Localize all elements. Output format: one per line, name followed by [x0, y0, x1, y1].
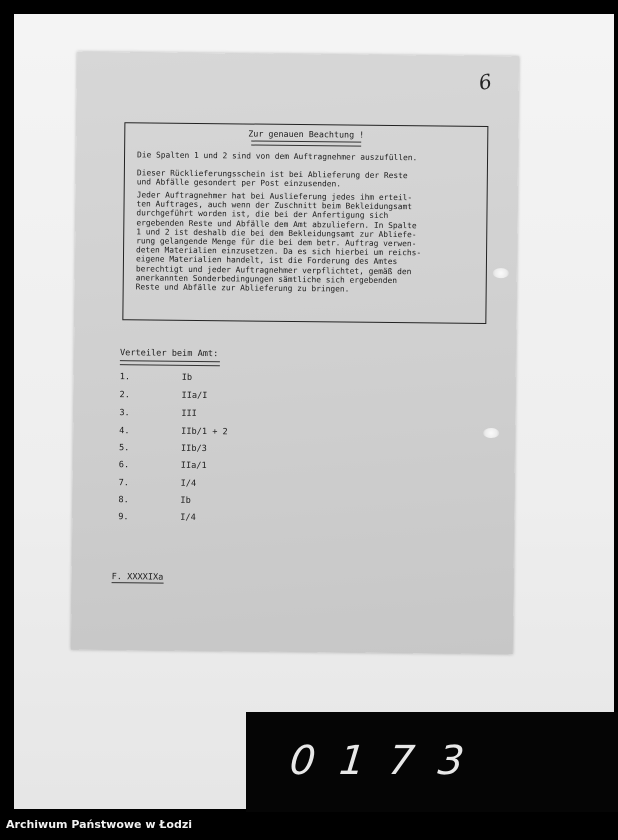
- paper-damage-spot: [483, 428, 499, 438]
- notice-paragraph-return-slip: Dieser Rücklieferungsschein ist bei Ablieferung der Reste und Abfälle gesondert per Post einzusenden.: [136, 168, 408, 189]
- distribution-title-underline: [120, 360, 220, 366]
- distribution-title: Verteiler beim Amt:: [119, 348, 219, 360]
- row-number: 6.: [118, 460, 130, 471]
- row-department: III: [181, 408, 197, 419]
- distribution-row: [119, 478, 319, 494]
- distribution-row: [119, 390, 319, 406]
- row-department: I/4: [180, 478, 197, 489]
- distribution-row: [118, 512, 318, 528]
- distribution-row: [119, 443, 319, 459]
- paper-damage-spot: [493, 268, 509, 278]
- row-number: 8.: [118, 495, 129, 506]
- row-department: Ib: [181, 372, 193, 383]
- distribution-row: [119, 426, 319, 442]
- handwritten-page-number: 6: [476, 68, 494, 95]
- row-department: Ib: [180, 495, 191, 506]
- row-number: 2.: [119, 390, 130, 401]
- document-page: [71, 52, 519, 655]
- row-number: 9.: [118, 512, 129, 523]
- distribution-row: [119, 408, 319, 424]
- notice-title: Zur genauen Beachtung !: [248, 128, 365, 140]
- notice-paragraph-columns: Die Spalten 1 und 2 sind von dem Auftragnehmer auszufüllen.: [137, 150, 418, 163]
- archive-label: Archiwum Państwowe w Łodzi: [6, 818, 193, 831]
- row-department: IIb/3: [180, 443, 207, 455]
- row-number: 1.: [119, 372, 131, 383]
- distribution-row: [118, 495, 318, 511]
- distribution-row: [119, 460, 319, 476]
- row-department: IIa/1: [180, 460, 207, 472]
- notice-box: [122, 122, 488, 324]
- row-number: 3.: [119, 408, 130, 419]
- row-number: 4.: [119, 426, 130, 437]
- distribution-row: [120, 372, 320, 388]
- row-department: IIa/I: [181, 390, 208, 402]
- row-number: 7.: [118, 478, 130, 489]
- row-department: IIb/1 + 2: [181, 426, 228, 438]
- row-number: 5.: [118, 443, 130, 454]
- notice-paragraph-obligations: Jeder Auftragnehmer hat bei Auslieferung jedes ihm erteil- ten Auftrages, auch wenn der Zuschnitt beim Bekleidungsamt durchgeführt worden ist, die bei der Anfertigung sich ergebenden Reste und Abfälle dem Amt abzuliefern. In Spalte 1 und 2 ist deshalb die bei dem Bekleidungsamt zur Abliefe- rung gelangende Menge für die bei dem betr. Auftrag verwen- deten Materialien einzusetzen. Da es sich hierbei um reichs- eigene Materialien handelt, ist die Forderung des Amtes berechtigt und jeder Auftragnehmer verpflichtet, gemäß den anerkannten Sonderbedingungen sämtliche sich ergebenden Reste und Abfälle zur Ablieferung zu bringen.: [135, 190, 422, 294]
- row-department: I/4: [180, 512, 196, 523]
- film-frame-number: 0173: [287, 738, 491, 784]
- notice-title-underline: [251, 141, 361, 147]
- form-number: F. XXXXIXa: [111, 572, 164, 583]
- distribution-list: [118, 348, 320, 523]
